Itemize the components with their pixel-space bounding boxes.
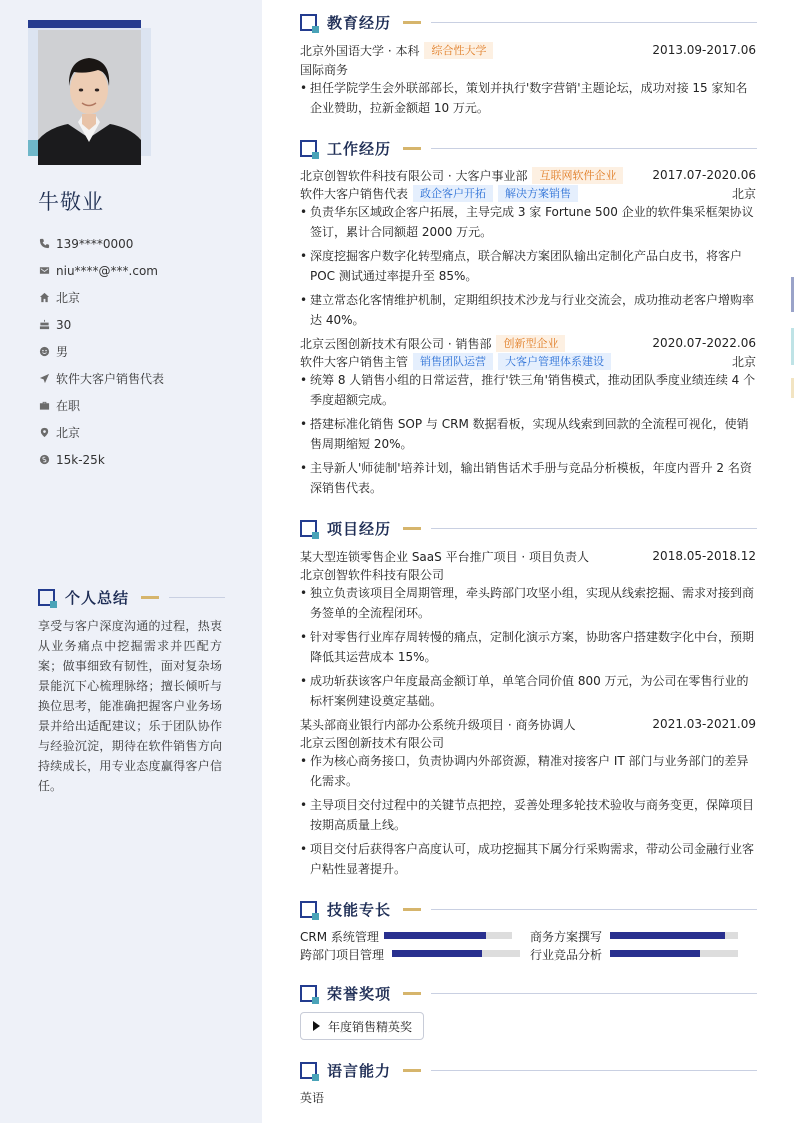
school-name: 北京外国语大学 · 本科 <box>300 43 420 58</box>
info-text: 软件大客户销售代表 <box>56 372 165 386</box>
info-row-status <box>38 392 248 419</box>
section-divider <box>431 909 757 910</box>
section-square-icon <box>300 14 317 31</box>
contact-info-list <box>38 230 248 473</box>
job-bullet: • 建立常态化客情维护机制，定期组织技术沙龙与行业交流会，成功推动老客户增购率达 40%。 <box>300 290 756 330</box>
job-city: 北京 <box>731 186 756 201</box>
section-title: 项目经历 <box>327 520 392 538</box>
section-title: 荣誉奖项 <box>327 985 392 1003</box>
project-date: 2021.03-2021.09 <box>652 717 756 731</box>
info-row-age <box>38 311 248 338</box>
skill-bar <box>610 932 738 939</box>
section-divider <box>431 1070 757 1071</box>
project-bullet: • 项目交付后获得客户高度认可，成功挖掘其下属分行采购需求，带动公司金融行业客户粘性显著提升。 <box>300 839 756 879</box>
skill-name: CRM 系统管理 <box>300 930 379 944</box>
section-title: 个人总结 <box>65 589 130 607</box>
education-major-row <box>300 60 756 78</box>
job-bullet: • 统筹 8 人销售小组的日常运营，推行'铁三角'销售模式，推动团队季度业绩连续 4 个季度超额完成。 <box>300 370 756 410</box>
skill-bar-fill <box>610 932 725 939</box>
skill-bar <box>392 950 520 957</box>
info-row-city <box>38 284 248 311</box>
project-bullet: • 针对零售行业库存周转慢的痛点，定制化演示方案，协助客户搭建数字化中台，预期降低其运营成本 15%。 <box>300 627 756 667</box>
info-text: 在职 <box>56 399 81 413</box>
salary-icon <box>38 454 50 466</box>
job-bullet: • 负责华东区域政企客户拓展，主导完成 3 家 Fortune 500 企业的软件集采框架协议签订，累计合同额超 2000 万元。 <box>300 202 756 242</box>
skill-name: 商务方案撰写 <box>530 930 603 944</box>
skill-name: 行业竞品分析 <box>530 948 603 962</box>
project-date: 2018.05-2018.12 <box>652 549 756 563</box>
summary-text: 享受与客户深度沟通的过程，热衷从业务痛点中挖掘需求并匹配方案；做事细致有韧性，面对复杂场景能沉下心梳理脉络；擅长倾听与换位思考，能准确把握客户业务场景并给出适配建议；乐于团队协作与经验沉淀，期待在软件销售方向持续成长，用专业态度赢得客户信任。 <box>38 619 222 793</box>
section-title: 教育经历 <box>327 14 392 32</box>
section-title: 技能专长 <box>327 901 392 919</box>
candidate-name: 牛敬业 <box>38 190 104 214</box>
section-gold-dash <box>403 147 421 150</box>
project-name: 某头部商业银行内部办公系统升级项目 · 商务协调人 <box>300 717 576 732</box>
info-text: 15k-25k <box>56 452 105 467</box>
summary-section-header <box>38 587 225 608</box>
project-name: 某大型连锁零售企业 SaaS 平台推广项目 · 项目负责人 <box>300 549 590 564</box>
section-square-icon <box>300 140 317 157</box>
section-square-icon <box>300 901 317 918</box>
section-gold-dash <box>141 596 159 599</box>
school-tag: 综合性大学 <box>424 42 493 59</box>
sidebar <box>0 0 262 1123</box>
award-label: 年度销售精英奖 <box>328 1019 413 1034</box>
company-tag: 互联网软件企业 <box>532 167 623 184</box>
job-header-row <box>300 166 756 184</box>
skills-section-header <box>300 899 757 920</box>
section-divider <box>169 597 225 598</box>
section-title: 工作经历 <box>327 140 392 158</box>
skill-bar <box>384 932 512 939</box>
role-tag: 销售团队运营 <box>413 353 493 370</box>
job-city: 北京 <box>731 354 756 369</box>
section-square-icon <box>300 520 317 537</box>
location-pin-icon <box>38 427 50 439</box>
info-text: 139****0000 <box>56 236 134 251</box>
project-bullet: • 作为核心商务接口，负责协调内外部资源，精准对接客户 IT 部门与业务部门的差异化需求。 <box>300 751 756 791</box>
gender-icon <box>38 346 50 358</box>
job-header-row <box>300 334 756 352</box>
section-divider <box>431 148 757 149</box>
section-gold-dash <box>403 527 421 530</box>
info-row-salary <box>38 446 248 473</box>
company-name: 北京云图创新技术有限公司 · 销售部 <box>300 336 492 351</box>
project-company: 北京创智软件科技有限公司 <box>300 567 445 582</box>
education-date: 2013.09-2017.06 <box>652 43 756 57</box>
project-bullet: • 成功斩获该客户年度最高金额订单，单笔合同价值 800 万元，为公司在零售行业的标杆案例建设奠定基础。 <box>300 671 756 711</box>
project-company-row <box>300 565 756 583</box>
job-date: 2017.07-2020.06 <box>652 168 756 182</box>
project-bullet: • 主导项目交付过程中的关键节点把控，妥善处理多轮技术验收与商务变更，保障项目按期高质量上线。 <box>300 795 756 835</box>
skill-bar-fill <box>384 932 486 939</box>
play-triangle-icon <box>313 1021 320 1031</box>
job-bullet: • 搭建标准化销售 SOP 与 CRM 数据看板，实现从线索到回款的全流程可视化，使销售周期缩短 20%。 <box>300 414 756 454</box>
info-row-position <box>38 365 248 392</box>
languages-section-header <box>300 1060 757 1081</box>
section-gold-dash <box>403 908 421 911</box>
section-square-icon <box>300 985 317 1002</box>
briefcase-icon <box>38 400 50 412</box>
job-bullet: • 主导新人'师徒制'培养计划，输出销售话术手册与竞品分析模板，年度内晋升 2 名资深销售代表。 <box>300 458 756 498</box>
email-icon <box>38 265 50 277</box>
language-item: 英语 <box>300 1091 325 1105</box>
project-header-row <box>300 715 756 733</box>
info-row-email <box>38 257 248 284</box>
role-tag: 解决方案销售 <box>498 185 578 202</box>
section-title: 语言能力 <box>327 1062 392 1080</box>
project-company-row <box>300 733 756 751</box>
education-bullet: • 担任学院学生会外联部部长，策划并执行'数字营销'主题论坛，成功对接 15 家知名企业赞助，拉新金额超 10 万元。 <box>300 78 756 118</box>
projects-section-header <box>300 518 757 539</box>
role-tag: 政企客户开拓 <box>413 185 493 202</box>
section-gold-dash <box>403 992 421 995</box>
home-icon <box>38 292 50 304</box>
section-divider <box>431 993 757 994</box>
info-text: 男 <box>56 345 69 359</box>
job-role: 软件大客户销售代表 <box>300 186 409 201</box>
job-role-row <box>300 352 756 370</box>
company-name: 北京创智软件科技有限公司 · 大客户事业部 <box>300 168 528 183</box>
cake-icon <box>38 319 50 331</box>
skill-bar <box>610 950 738 957</box>
info-text: niu****@***.com <box>56 263 158 278</box>
education-section-header <box>300 12 757 33</box>
work-section-header <box>300 138 757 159</box>
award-item <box>300 1012 424 1040</box>
section-square-icon <box>38 589 55 606</box>
project-company: 北京云图创新技术有限公司 <box>300 735 445 750</box>
info-text: 30 <box>56 317 72 332</box>
job-date: 2020.07-2022.06 <box>652 336 756 350</box>
section-divider <box>431 22 757 23</box>
info-row-phone <box>38 230 248 257</box>
job-bullet: • 深度挖掘客户数字化转型痛点，联合解决方案团队输出定制化产品白皮书，将客户 POC 测试通过率提升至 85%。 <box>300 246 756 286</box>
project-bullet: • 独立负责该项目全周期管理，牵头跨部门攻坚小组，实现从线索挖掘、需求对接到商务签单的全流程闭环。 <box>300 583 756 623</box>
skill-name: 跨部门项目管理 <box>300 948 385 962</box>
info-text: 北京 <box>56 426 81 440</box>
section-square-icon <box>300 1062 317 1079</box>
info-row-gender <box>38 338 248 365</box>
section-gold-dash <box>403 1069 421 1072</box>
role-tag: 大客户管理体系建设 <box>498 353 611 370</box>
company-tag: 创新型企业 <box>496 335 565 352</box>
project-header-row <box>300 547 756 565</box>
info-row-target-city <box>38 419 248 446</box>
section-divider <box>431 528 757 529</box>
skill-bar-fill <box>610 950 700 957</box>
awards-section-header <box>300 983 757 1004</box>
send-icon <box>38 373 50 385</box>
job-role-row <box>300 184 756 202</box>
skill-bar-fill <box>392 950 482 957</box>
info-text: 北京 <box>56 291 81 305</box>
avatar <box>38 30 141 165</box>
major: 国际商务 <box>300 62 349 77</box>
phone-icon <box>38 238 50 250</box>
education-header-row <box>300 41 756 59</box>
section-gold-dash <box>403 21 421 24</box>
job-role: 软件大客户销售主管 <box>300 354 409 369</box>
